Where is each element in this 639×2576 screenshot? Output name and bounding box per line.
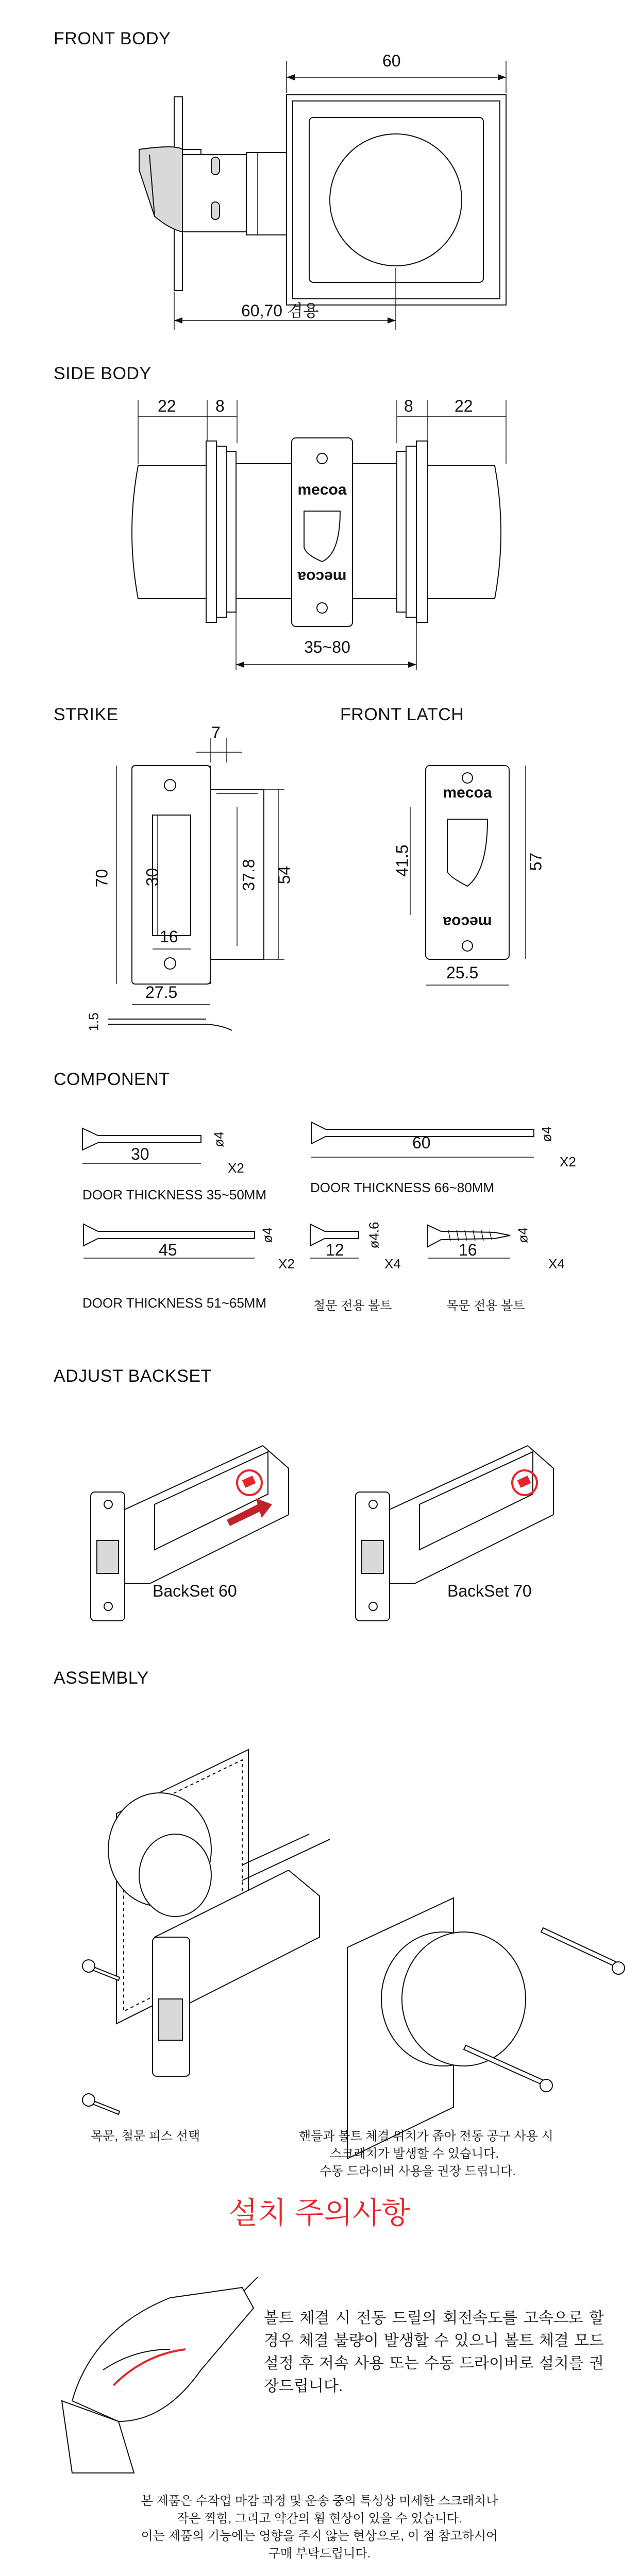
latch-brand-top: mecoa [443,784,492,801]
notice-line-4: 구매 부탁드립니다. [268,2547,371,2561]
notice-line-2: 작은 찍힘, 그리고 약간의 휨 현상이 있을 수 있습니다. [177,2512,462,2526]
side-brand-bottom: mecoa [297,568,347,585]
assembly-right-caption-1: 핸들과 볼트 체결 위치가 좁아 전동 공구 사용 시 [299,2129,553,2143]
backset-70-label: BackSet 70 [447,1582,532,1600]
component-4-length: 16 [459,1241,477,1259]
latch-dim-41-5: 41.5 [393,844,412,877]
component-0-caption: DOOR THICKNESS 35~50MM [82,1187,267,1202]
assembly-left-caption: 목문, 철문 피스 선택 [91,2129,200,2143]
section-title-front-body: FRONT BODY [54,29,171,48]
component-4-caption: 목문 전용 볼트 [446,1299,525,1313]
component-2-qty: X2 [278,1256,295,1272]
side-right-22: 22 [455,397,473,415]
component-0-length: 30 [131,1145,149,1163]
component-1-caption: DOOR THICKNESS 66~80MM [310,1180,495,1195]
side-right-8: 8 [404,397,413,415]
component-1-length: 60 [412,1133,431,1152]
strike-dim-54: 54 [275,866,294,885]
side-left-22: 22 [158,397,176,415]
component-0-dia: ø4 [211,1131,227,1147]
warning-title: 설치 주의사항 [228,2196,411,2230]
front-body-backset: 60,70 겸용 [241,301,319,320]
component-1-dia: ø4 [539,1126,554,1142]
front-body-width: 60 [382,52,401,70]
section-title-side-body: SIDE BODY [54,364,152,383]
component-3-length: 12 [326,1241,344,1259]
notice-line-1: 본 제품은 수작업 마감 과정 및 운송 중의 특성상 미세한 스크래치나 [141,2494,498,2508]
latch-dim-57: 57 [526,852,545,871]
section-title-adjust-backset: ADJUST BACKSET [54,1366,212,1386]
component-4-qty: X4 [548,1256,565,1272]
side-left-8: 8 [215,397,225,415]
section-title-component: COMPONENT [54,1070,170,1089]
strike-dim-30: 30 [143,868,162,887]
component-2-caption: DOOR THICKNESS 51~65MM [82,1295,267,1311]
strike-dim-7: 7 [211,723,221,742]
section-title-front-latch: FRONT LATCH [340,705,464,724]
notice-line-3: 이는 제품의 기능에는 영향을 주지 않는 현상으로, 이 점 참고하시어 [141,2529,498,2543]
latch-dim-25-5: 25.5 [446,963,479,982]
strike-dim-70: 70 [92,869,111,888]
component-3-dia: ø4.6 [366,1222,382,1249]
component-2-dia: ø4 [259,1227,275,1243]
strike-dim-1-5: 1.5 [86,1012,102,1031]
assembly-right-caption-2: 스크래치가 발생할 수 있습니다. [330,2147,499,2161]
section-title-strike: STRIKE [54,705,119,724]
section-title-assembly: ASSEMBLY [54,1668,149,1688]
strike-dim-37-8: 37.8 [239,859,258,891]
backset-60-label: BackSet 60 [153,1582,237,1600]
side-brand-top: mecoa [297,481,347,498]
latch-brand-bottom: mecoa [443,913,492,930]
component-2-length: 45 [159,1241,177,1259]
assembly-right-caption-3: 수동 드라이버 사용을 권장 드립니다. [320,2164,516,2178]
warning-text: 볼트 체결 시 전동 드릴의 회전속도를 고속으로 할 경우 체결 불량이 발생할 수 있으니 볼트 체결 모드 설정 후 저속 사용 또는 수동 드라이버로 설치를 권장드립니다. [264,2310,604,2395]
component-3-qty: X4 [384,1256,401,1272]
side-thickness: 35~80 [304,638,350,656]
component-0-qty: X2 [228,1160,244,1176]
component-3-caption: 철문 전용 볼트 [313,1299,392,1313]
strike-dim-27-5: 27.5 [145,983,178,1002]
strike-dim-16: 16 [160,927,178,946]
component-4-dia: ø4 [515,1227,531,1243]
component-1-qty: X2 [560,1154,576,1170]
